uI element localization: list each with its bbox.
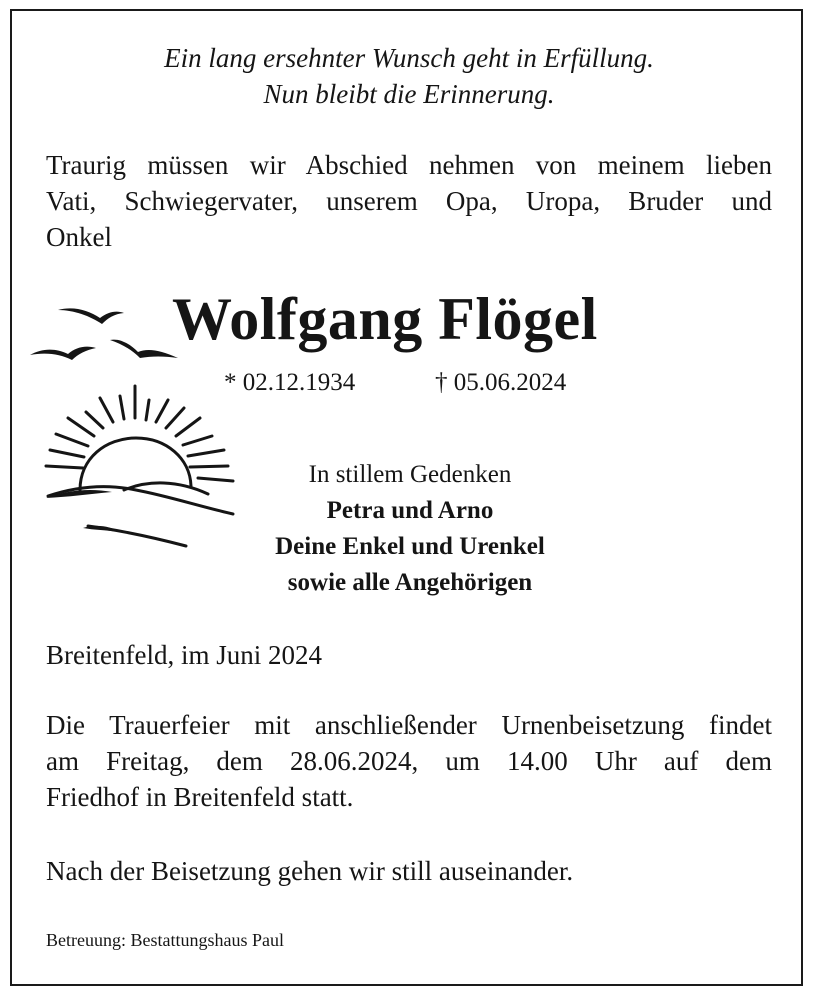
undertaker-credit: Betreuung: Bestattungshaus Paul: [46, 930, 284, 950]
intro-line-1: Traurig müssen wir Abschied nehmen von meinem lieben: [46, 150, 772, 180]
mourners-heading: In stillem Gedenken: [308, 461, 512, 488]
birth-date: * 02.12.1934: [224, 369, 356, 396]
death-date: † 05.06.2024: [435, 369, 567, 396]
motto-line-2: Nun bleibt die Erinnerung.: [263, 79, 555, 109]
motto-line-1: Ein lang ersehnter Wunsch geht in Erfüllung.: [164, 43, 654, 73]
funeral-line-1: Die Trauerfeier mit anschließender Urnenbeisetzung findet: [46, 710, 772, 740]
funeral-line-2: am Freitag, dem 28.06.2024, um 14.00 Uhr auf dem: [46, 746, 772, 776]
deceased-name: Wolfgang Flögel: [172, 286, 598, 352]
intro-line-3: Onkel: [46, 222, 112, 252]
mourners-line-3: sowie alle Angehörigen: [287, 569, 533, 596]
mourners-line-2: Deine Enkel und Urenkel: [275, 533, 545, 560]
funeral-line-3: Friedhof in Breitenfeld statt.: [46, 782, 354, 812]
closing-note: Nach der Beisetzung gehen wir still auseinander.: [46, 856, 574, 886]
mourners-line-1: Petra und Arno: [326, 497, 494, 524]
place-date: Breitenfeld, im Juni 2024: [46, 640, 322, 670]
intro-line-2: Vati, Schwiegervater, unserem Opa, Uropa, Bruder und: [46, 186, 772, 216]
